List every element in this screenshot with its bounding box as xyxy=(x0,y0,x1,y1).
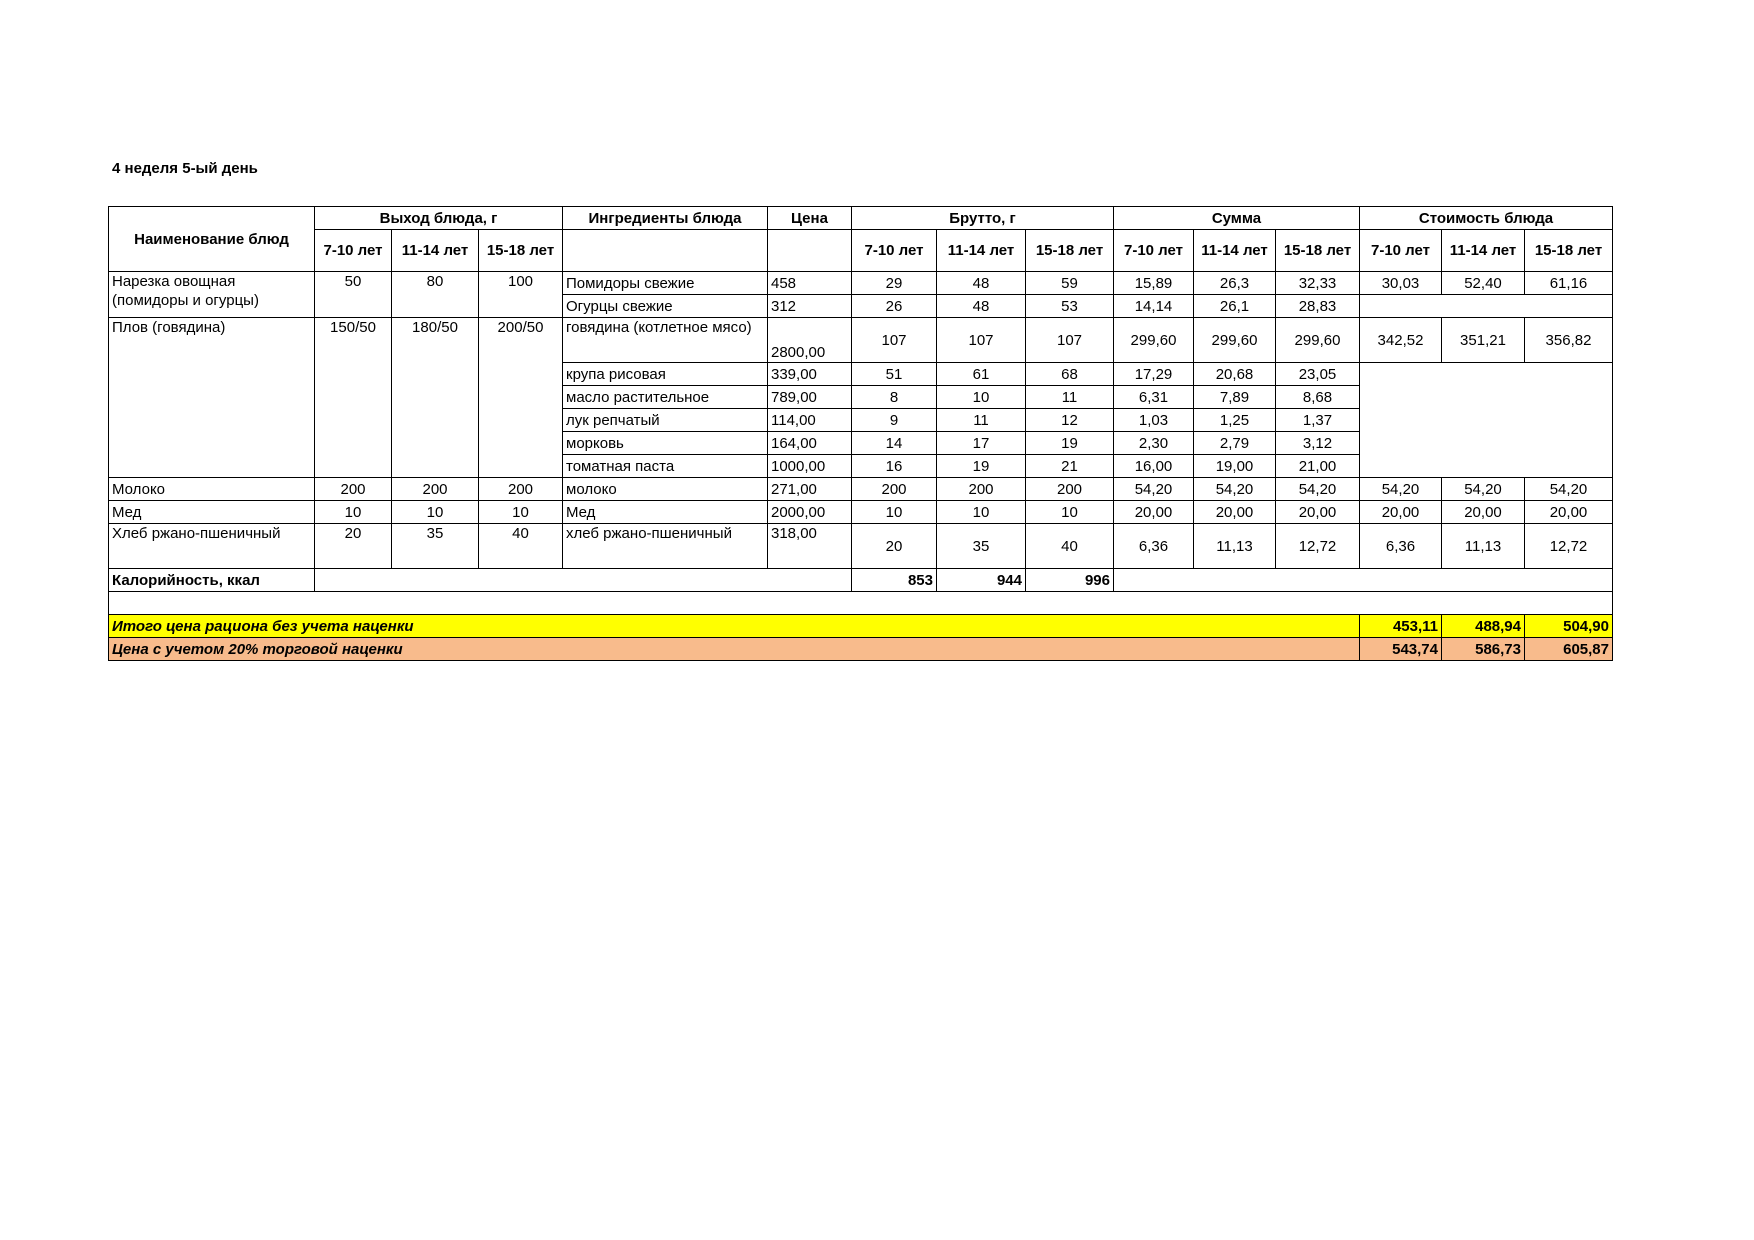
ingredient-gross: 53 xyxy=(1026,295,1114,318)
ingredient-sum: 26,1 xyxy=(1194,295,1276,318)
ingredient-price: 2800,00 xyxy=(768,318,852,363)
spacer-row xyxy=(109,592,1613,615)
ingredient-price: 1000,00 xyxy=(768,455,852,478)
ingredient-price: 164,00 xyxy=(768,432,852,455)
dish-yield: 50 xyxy=(315,272,392,318)
ingredient-sum: 299,60 xyxy=(1114,318,1194,363)
ingredient-sum: 32,33 xyxy=(1276,272,1360,295)
dish-yield: 10 xyxy=(392,501,479,524)
header-cost-age-15-18: 15-18 лет xyxy=(1525,230,1613,272)
ingredient-sum: 17,29 xyxy=(1114,363,1194,386)
header-cost-age-7-10: 7-10 лет xyxy=(1360,230,1442,272)
total-label: Итого цена рациона без учета наценки xyxy=(109,615,1360,638)
ingredient-sum: 2,79 xyxy=(1194,432,1276,455)
dish-name: Молоко xyxy=(109,478,315,501)
ingredient-price: 2000,00 xyxy=(768,501,852,524)
ingredient-price: 458 xyxy=(768,272,852,295)
ingredient-name: Помидоры свежие xyxy=(563,272,768,295)
header-yield-age-11-14: 11-14 лет xyxy=(392,230,479,272)
dish-yield: 200 xyxy=(315,478,392,501)
ingredient-sum: 20,68 xyxy=(1194,363,1276,386)
header-gross: Брутто, г xyxy=(852,207,1114,230)
ingredient-gross: 20 xyxy=(852,524,937,569)
ingredient-sum: 19,00 xyxy=(1194,455,1276,478)
dish-name: Плов (говядина) xyxy=(109,318,315,478)
ingredient-name: лук репчатый xyxy=(563,409,768,432)
ingredient-sum: 23,05 xyxy=(1276,363,1360,386)
total-value: 453,11 xyxy=(1360,615,1442,638)
dish-yield: 100 xyxy=(479,272,563,318)
ingredient-gross: 68 xyxy=(1026,363,1114,386)
ingredient-gross: 48 xyxy=(937,295,1026,318)
ingredient-name: томатная паста xyxy=(563,455,768,478)
markup-label: Цена с учетом 20% торговой наценки xyxy=(109,638,1360,661)
header-yield-age-7-10: 7-10 лет xyxy=(315,230,392,272)
dish-cost: 356,82 xyxy=(1525,318,1613,363)
ingredient-sum: 2,30 xyxy=(1114,432,1194,455)
ingredient-sum: 21,00 xyxy=(1276,455,1360,478)
ingredient-name: морковь xyxy=(563,432,768,455)
total-row xyxy=(109,615,1613,638)
ingredient-sum: 26,3 xyxy=(1194,272,1276,295)
ingredient-sum: 16,00 xyxy=(1114,455,1194,478)
dish-name: Нарезка овощная (помидоры и огурцы) xyxy=(109,272,315,318)
ingredient-gross: 200 xyxy=(852,478,937,501)
dish-cost: 20,00 xyxy=(1525,501,1613,524)
dish-cost: 11,13 xyxy=(1442,524,1525,569)
ingredient-sum: 1,37 xyxy=(1276,409,1360,432)
empty-cell xyxy=(1360,295,1613,318)
header-sum-age-11-14: 11-14 лет xyxy=(1194,230,1276,272)
table-row xyxy=(109,478,1613,501)
ingredient-sum: 6,31 xyxy=(1114,386,1194,409)
ingredient-gross: 40 xyxy=(1026,524,1114,569)
dish-yield: 10 xyxy=(315,501,392,524)
ingredient-gross: 17 xyxy=(937,432,1026,455)
ingredient-name: молоко xyxy=(563,478,768,501)
dish-cost: 61,16 xyxy=(1525,272,1613,295)
ingredient-gross: 12 xyxy=(1026,409,1114,432)
calories-value: 996 xyxy=(1026,569,1114,592)
dish-cost: 30,03 xyxy=(1360,272,1442,295)
header-row-1 xyxy=(109,207,1613,230)
calories-label: Калорийность, ккал xyxy=(109,569,315,592)
ingredient-gross: 19 xyxy=(937,455,1026,478)
dish-yield: 40 xyxy=(479,524,563,569)
ingredient-name: Мед xyxy=(563,501,768,524)
dish-yield: 20 xyxy=(315,524,392,569)
ingredient-sum: 6,36 xyxy=(1114,524,1194,569)
dish-cost: 20,00 xyxy=(1442,501,1525,524)
ingredient-gross: 10 xyxy=(1026,501,1114,524)
header-sum-age-7-10: 7-10 лет xyxy=(1114,230,1194,272)
ingredient-gross: 35 xyxy=(937,524,1026,569)
ingredient-name: крупа рисовая xyxy=(563,363,768,386)
page-title: 4 неделя 5-ый день xyxy=(112,160,258,177)
ingredient-sum: 1,25 xyxy=(1194,409,1276,432)
ingredient-name: говядина (котлетное мясо) xyxy=(563,318,768,363)
ingredient-gross: 107 xyxy=(852,318,937,363)
ingredient-gross: 11 xyxy=(1026,386,1114,409)
ingredient-sum: 54,20 xyxy=(1114,478,1194,501)
ingredient-sum: 12,72 xyxy=(1276,524,1360,569)
ingredient-sum: 15,89 xyxy=(1114,272,1194,295)
ingredient-gross: 107 xyxy=(1026,318,1114,363)
ingredient-sum: 299,60 xyxy=(1276,318,1360,363)
dish-cost: 54,20 xyxy=(1360,478,1442,501)
markup-value: 605,87 xyxy=(1525,638,1613,661)
dish-yield: 35 xyxy=(392,524,479,569)
ingredient-gross: 10 xyxy=(937,386,1026,409)
header-yield: Выход блюда, г xyxy=(315,207,563,230)
ingredient-gross: 26 xyxy=(852,295,937,318)
ingredient-price: 318,00 xyxy=(768,524,852,569)
ingredient-gross: 19 xyxy=(1026,432,1114,455)
header-price-empty xyxy=(768,230,852,272)
header-price: Цена xyxy=(768,207,852,230)
header-ingredients: Ингредиенты блюда xyxy=(563,207,768,230)
ingredient-gross: 14 xyxy=(852,432,937,455)
ingredient-sum: 54,20 xyxy=(1276,478,1360,501)
header-sum-age-15-18: 15-18 лет xyxy=(1276,230,1360,272)
dish-name: Мед xyxy=(109,501,315,524)
dish-cost: 54,20 xyxy=(1442,478,1525,501)
calories-value: 944 xyxy=(937,569,1026,592)
ingredient-price: 271,00 xyxy=(768,478,852,501)
ingredient-gross: 61 xyxy=(937,363,1026,386)
header-row-2 xyxy=(109,230,1613,272)
table-row xyxy=(109,272,1613,295)
ingredient-gross: 9 xyxy=(852,409,937,432)
ingredient-sum: 8,68 xyxy=(1276,386,1360,409)
ingredient-sum: 1,03 xyxy=(1114,409,1194,432)
menu-table xyxy=(108,206,1613,661)
markup-value: 586,73 xyxy=(1442,638,1525,661)
calories-row xyxy=(109,569,1613,592)
table-row xyxy=(109,318,1613,363)
header-gross-age-11-14: 11-14 лет xyxy=(937,230,1026,272)
ingredient-gross: 200 xyxy=(937,478,1026,501)
dish-name: Хлеб ржано-пшеничный xyxy=(109,524,315,569)
ingredient-sum: 7,89 xyxy=(1194,386,1276,409)
dish-cost: 54,20 xyxy=(1525,478,1613,501)
total-value: 488,94 xyxy=(1442,615,1525,638)
header-sum: Сумма xyxy=(1114,207,1360,230)
total-value: 504,90 xyxy=(1525,615,1613,638)
dish-yield: 180/50 xyxy=(392,318,479,478)
ingredient-sum: 20,00 xyxy=(1114,501,1194,524)
ingredient-price: 312 xyxy=(768,295,852,318)
ingredient-sum: 54,20 xyxy=(1194,478,1276,501)
dish-cost: 6,36 xyxy=(1360,524,1442,569)
header-yield-age-15-18: 15-18 лет xyxy=(479,230,563,272)
ingredient-gross: 16 xyxy=(852,455,937,478)
ingredient-gross: 51 xyxy=(852,363,937,386)
dish-cost: 20,00 xyxy=(1360,501,1442,524)
ingredient-gross: 8 xyxy=(852,386,937,409)
calories-value: 853 xyxy=(852,569,937,592)
header-ingredients-empty xyxy=(563,230,768,272)
header-cost-age-11-14: 11-14 лет xyxy=(1442,230,1525,272)
ingredient-sum: 3,12 xyxy=(1276,432,1360,455)
header-cost: Стоимость блюда xyxy=(1360,207,1613,230)
empty-cell xyxy=(315,569,852,592)
dish-yield: 200 xyxy=(479,478,563,501)
ingredient-gross: 21 xyxy=(1026,455,1114,478)
dish-cost: 52,40 xyxy=(1442,272,1525,295)
ingredient-gross: 10 xyxy=(937,501,1026,524)
header-gross-age-15-18: 15-18 лет xyxy=(1026,230,1114,272)
markup-value: 543,74 xyxy=(1360,638,1442,661)
markup-row xyxy=(109,638,1613,661)
ingredient-name: хлеб ржано-пшеничный xyxy=(563,524,768,569)
ingredient-price: 339,00 xyxy=(768,363,852,386)
ingredient-sum: 11,13 xyxy=(1194,524,1276,569)
empty-cell xyxy=(1114,569,1613,592)
header-dish-name: Наименование блюд xyxy=(109,207,315,272)
ingredient-name: масло растительное xyxy=(563,386,768,409)
dish-cost: 351,21 xyxy=(1442,318,1525,363)
dish-cost: 342,52 xyxy=(1360,318,1442,363)
dish-yield: 200 xyxy=(392,478,479,501)
dish-yield: 200/50 xyxy=(479,318,563,478)
ingredient-gross: 59 xyxy=(1026,272,1114,295)
ingredient-gross: 200 xyxy=(1026,478,1114,501)
empty-cell xyxy=(109,592,1613,615)
table-row xyxy=(109,501,1613,524)
ingredient-gross: 11 xyxy=(937,409,1026,432)
empty-cell xyxy=(1360,363,1613,478)
ingredient-gross: 29 xyxy=(852,272,937,295)
ingredient-gross: 48 xyxy=(937,272,1026,295)
dish-yield: 80 xyxy=(392,272,479,318)
ingredient-price: 789,00 xyxy=(768,386,852,409)
ingredient-gross: 10 xyxy=(852,501,937,524)
ingredient-sum: 299,60 xyxy=(1194,318,1276,363)
table-row xyxy=(109,524,1613,569)
dish-yield: 150/50 xyxy=(315,318,392,478)
dish-cost: 12,72 xyxy=(1525,524,1613,569)
ingredient-sum: 20,00 xyxy=(1276,501,1360,524)
header-gross-age-7-10: 7-10 лет xyxy=(852,230,937,272)
ingredient-gross: 107 xyxy=(937,318,1026,363)
ingredient-name: Огурцы свежие xyxy=(563,295,768,318)
dish-yield: 10 xyxy=(479,501,563,524)
ingredient-sum: 28,83 xyxy=(1276,295,1360,318)
ingredient-price: 114,00 xyxy=(768,409,852,432)
ingredient-sum: 14,14 xyxy=(1114,295,1194,318)
ingredient-sum: 20,00 xyxy=(1194,501,1276,524)
